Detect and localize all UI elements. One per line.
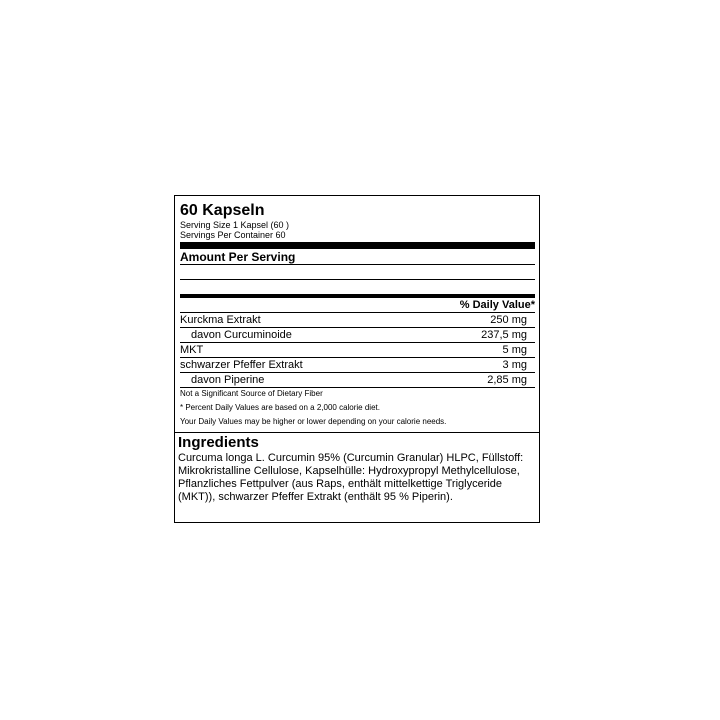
ingredients-title: Ingredients xyxy=(178,434,259,451)
thick-divider xyxy=(180,242,535,249)
serving-size: Serving Size 1 Kapsel (60 ) xyxy=(180,220,290,230)
ingredients-section xyxy=(175,432,539,522)
daily-value-header: % Daily Value* xyxy=(459,299,535,311)
nutrient-row xyxy=(180,312,535,327)
nutrient-row xyxy=(180,342,535,357)
nutrient-name: davon Piperine xyxy=(191,374,265,386)
nutrient-amount: 250 mg xyxy=(490,314,527,326)
not-significant-note: Not a Significant Source of Dietary Fiber xyxy=(180,387,535,399)
servings-per-container: Servings Per Container 60 xyxy=(180,230,286,240)
nutrient-name: schwarzer Pfeffer Extrakt xyxy=(180,359,303,371)
nutrient-row xyxy=(180,327,535,342)
nutrient-amount: 3 mg xyxy=(502,359,527,371)
blank-row xyxy=(180,280,535,294)
nutrient-row xyxy=(180,357,535,372)
supplement-facts-label xyxy=(174,195,540,523)
nutrient-amount: 5 mg xyxy=(502,344,527,356)
product-title: 60 Kapseln xyxy=(180,202,265,219)
percent-daily-note: * Percent Daily Values are based on a 2,000 calorie diet. xyxy=(180,403,380,412)
daily-values-note: Your Daily Values may be higher or lower depending on your calorie needs. xyxy=(180,417,447,426)
blank-row xyxy=(180,265,535,279)
facts-panel xyxy=(180,196,535,427)
nutrient-amount: 2,85 mg xyxy=(487,374,527,386)
nutrient-name: davon Curcuminoide xyxy=(191,329,292,341)
nutrient-name: Kurckma Extrakt xyxy=(180,314,261,326)
amount-per-serving: Amount Per Serving xyxy=(180,250,296,264)
ingredients-text: Curcuma longa L. Curcumin 95% (Curcumin Granular) HLPC, Füllstoff: Mikrokristalline Cellulose, Kapselhülle: Hydroxypropyl Methylcellulose, Pflanzliches Fettpulver (aus Raps, enthält mittelkettige Triglyceride (MKT)), schwarzer Pfeffer Extrakt (enthält 95 % Piperin). xyxy=(178,452,524,503)
nutrient-amount: 237,5 mg xyxy=(481,329,527,341)
nutrient-name: MKT xyxy=(180,344,204,356)
nutrient-row xyxy=(180,372,535,387)
